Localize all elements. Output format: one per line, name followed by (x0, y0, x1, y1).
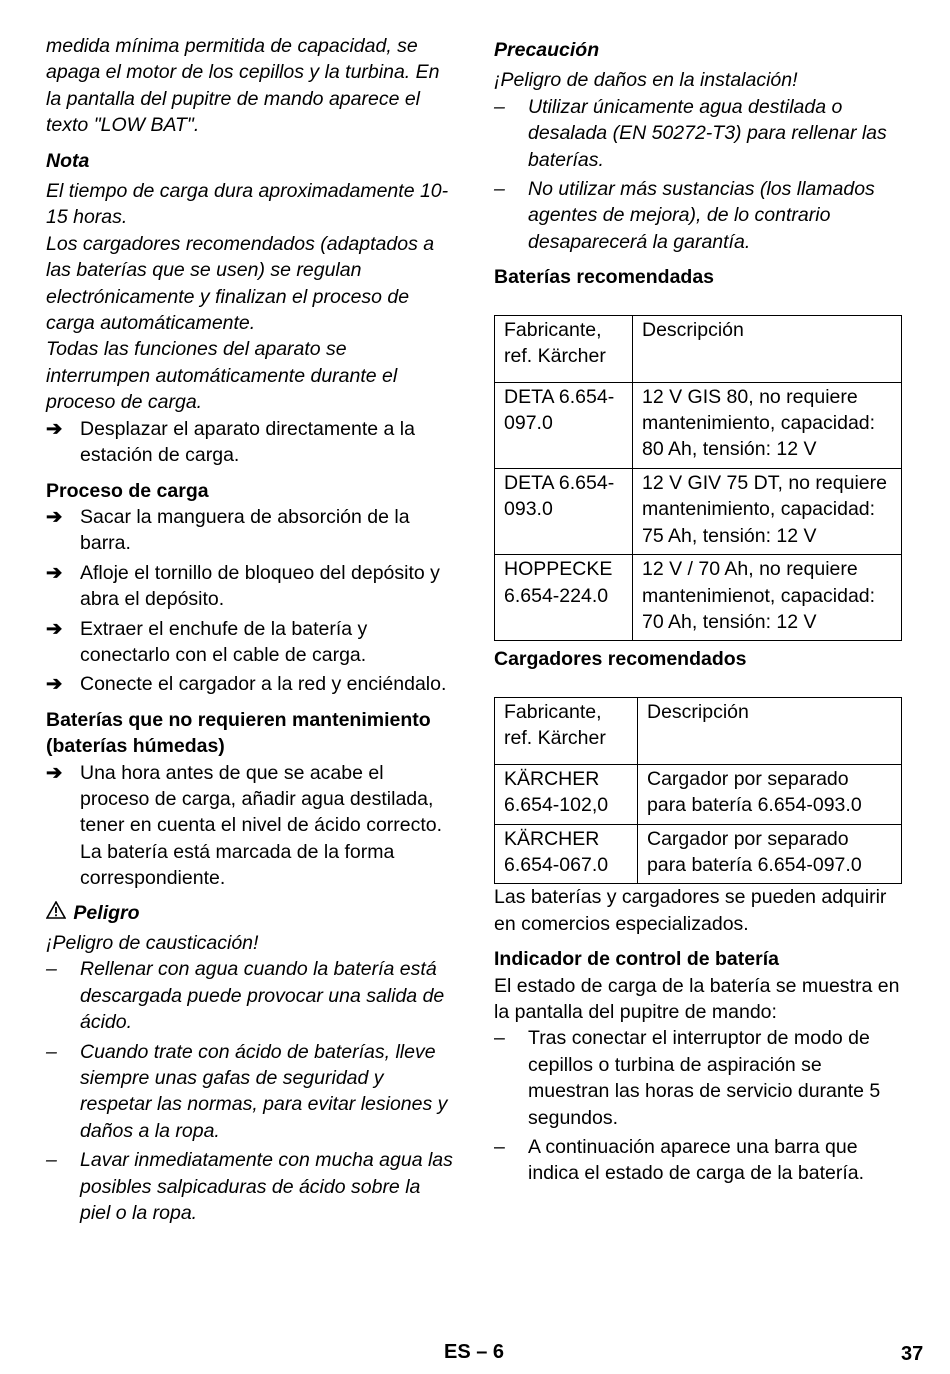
precaucion-item: – Utilizar únicamente agua destilada o desalada (EN 50272-T3) para rellenar las baterías. (494, 94, 904, 173)
dash-bullet: – (494, 1136, 505, 1158)
right-column (494, 37, 904, 1187)
warning-triangle-icon (46, 900, 68, 926)
table-header-cell: Descripción (633, 315, 902, 382)
proceso-step: ➔ Sacar la manguera de absorción de la barra. (46, 504, 456, 557)
intro-text: medida mínima permitida de capacidad, se apaga el motor de los cepillos y la turbina. En la pantalla del pupitre de mando aparece el texto "LOW BAT". (46, 35, 440, 137)
dash-bullet: – (494, 95, 505, 118)
arrow-icon: ➔ (46, 761, 63, 784)
proceso-step: ➔ Extraer el enchufe de la batería y conectarlo con el cable de carga. (46, 616, 456, 669)
peligro-heading: Peligro (46, 900, 456, 926)
table-cell: HOPPECKE 6.654-224.0 (495, 555, 633, 641)
peligro-item: – Lavar inmediatamente con mucha agua las posibles salpicaduras de ácido sobre la piel o la ropa. (46, 1147, 456, 1226)
nota-step: ➔ Desplazar el aparato directamente a la estación de carga. (46, 416, 456, 469)
proceso-step: ➔ Afloje el tornillo de bloqueo del depósito y abra el depósito. (46, 560, 456, 613)
footer-section-label: ES – 6 (444, 1341, 505, 1363)
baterias-step: ➔ Una hora antes de que se acabe el proceso de carga, añadir agua destilada, tener en cuenta el nivel de ácido correcto. La batería está marcada de la forma correspondiente. (46, 760, 456, 892)
table-cell: 12 V GIV 75 DT, no requiere mantenimiento, capacidad: 75 Ah, tensión: 12 V (633, 468, 902, 554)
baterias-recomendadas-heading: Baterías recomendadas (494, 266, 715, 289)
table-header-row (495, 697, 902, 764)
cargadores-recomendados-heading: Cargadores recomendados (494, 648, 747, 671)
table-row (495, 382, 902, 468)
arrow-icon: ➔ (46, 417, 63, 440)
table-header-cell: Fabricante, ref. Kärcher (495, 315, 633, 382)
arrow-icon: ➔ (46, 505, 63, 528)
baterias-heading: Baterías que no requieren mantenimiento (baterías húmedas) (46, 708, 431, 758)
page-number: 37 (901, 1343, 924, 1365)
indicador-paragraph: El estado de carga de la batería se muestra en la pantalla del pupitre de mando: (494, 974, 900, 1023)
table-row (495, 764, 902, 824)
indicador-item: – A continuación aparece una barra que indica el estado de carga de la batería. (494, 1134, 904, 1187)
peligro-item: – Cuando trate con ácido de baterías, lleve siempre unas gafas de seguridad y respetar las normas, para evitar lesiones y daños a la ropa. (46, 1039, 456, 1145)
table-header-row (495, 315, 902, 382)
dash-bullet: – (46, 1040, 57, 1063)
table-row (495, 824, 902, 884)
dash-bullet: – (494, 1027, 505, 1050)
table-cell: 12 V / 70 Ah, no requiere mantenimienot, capacidad: 70 Ah, tensión: 12 V (633, 555, 902, 641)
precaucion-heading: Precaución (494, 39, 600, 61)
table-header-cell: Fabricante, ref. Kärcher (495, 697, 638, 764)
table-cell: DETA 6.654-097.0 (495, 382, 633, 468)
table-cell: KÄRCHER 6.654-102,0 (495, 764, 638, 824)
table-cell: DETA 6.654-093.0 (495, 468, 633, 554)
table-row (495, 468, 902, 554)
precaucion-item: – No utilizar más sustancias (los llamados agentes de mejora), de lo contrario desaparecerá la garantía. (494, 176, 904, 255)
nota-paragraph-3: Todas las funciones del aparato se interrumpen automáticamente durante el proceso de carga. (46, 338, 398, 414)
table-cell: 12 V GIS 80, no requiere mantenimiento, capacidad: 80 Ah, tensión: 12 V (633, 382, 902, 468)
peligro-item: – Rellenar con agua cuando la batería está descargada puede provocar una salida de ácido. (46, 956, 456, 1035)
baterias-table (494, 315, 902, 642)
table-header-cell: Descripción (638, 697, 902, 764)
dash-bullet: – (46, 1149, 57, 1172)
dash-bullet: – (494, 178, 505, 201)
cargadores-note: Las baterías y cargadores se pueden adquirir en comercios especializados. (494, 886, 887, 935)
nota-paragraph-1: El tiempo de carga dura aproximadamente 10-15 horas. (46, 180, 449, 229)
precaucion-subtitle: ¡Peligro de daños en la instalación! (494, 69, 798, 92)
proceso-heading: Proceso de carga (46, 479, 209, 502)
dash-bullet: – (46, 958, 57, 981)
indicador-item: – Tras conectar el interruptor de modo de cepillos o turbina de aspiración se muestran las horas de servicio durante 5 segundos. (494, 1025, 904, 1131)
arrow-icon: ➔ (46, 617, 63, 640)
table-cell: KÄRCHER 6.654-067.0 (495, 824, 638, 884)
nota-heading: Nota (46, 149, 90, 172)
table-cell: Cargador por separado para batería 6.654-093.0 (638, 764, 902, 824)
table-cell: Cargador por separado para batería 6.654-097.0 (638, 824, 902, 884)
arrow-icon: ➔ (46, 673, 63, 696)
proceso-step: ➔ Conecte el cargador a la red y enciéndalo. (46, 671, 456, 697)
cargadores-table (494, 697, 902, 885)
nota-paragraph-2: Los cargadores recomendados (adaptados a las baterías que se usen) se regulan electrónicamente y finalizan el proceso de carga automáticamente. (46, 232, 435, 335)
arrow-icon: ➔ (46, 561, 63, 584)
left-column (46, 33, 456, 1226)
table-row (495, 555, 902, 641)
indicador-heading: Indicador de control de batería (494, 948, 779, 971)
peligro-subtitle: ¡Peligro de causticación! (46, 932, 259, 954)
